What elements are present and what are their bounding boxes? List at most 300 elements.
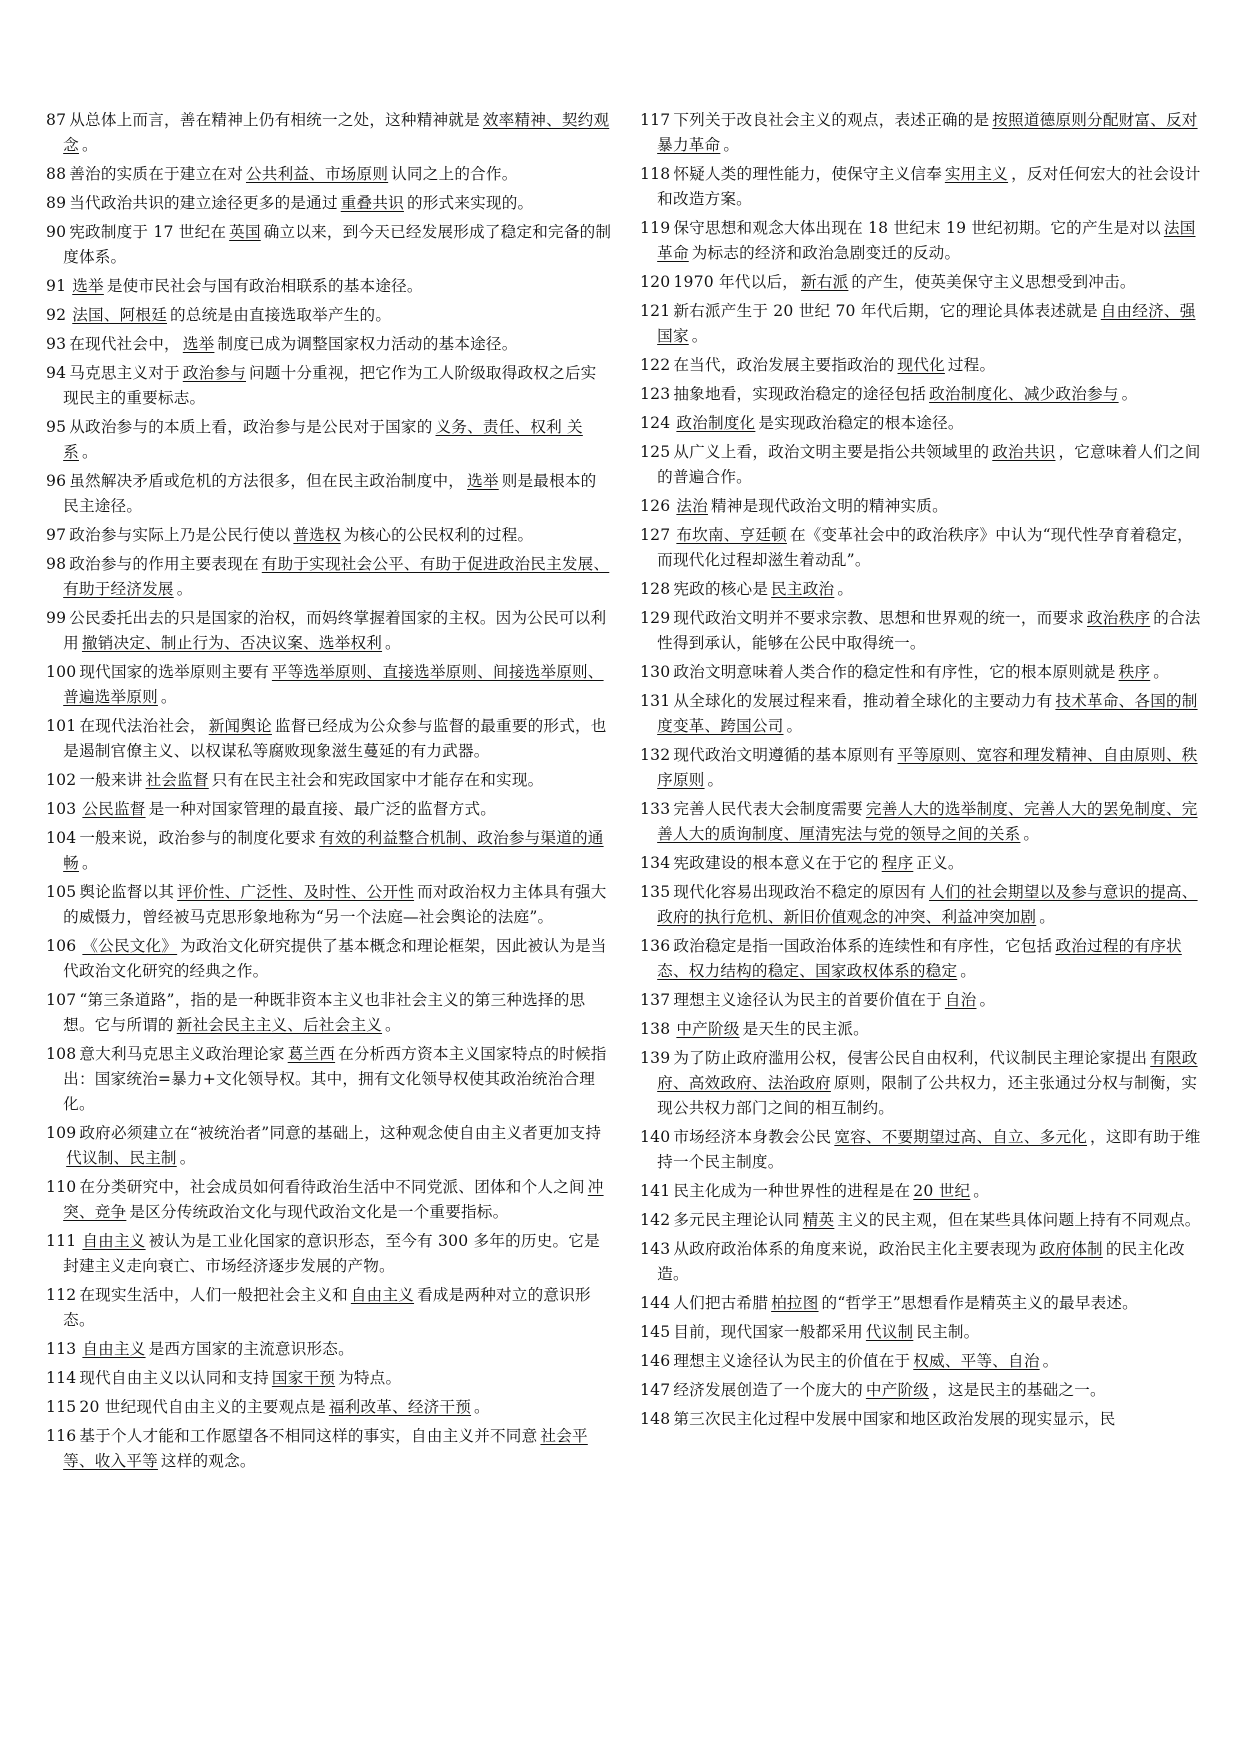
question-text: 第三次民主化过程中发展中国家和地区政治发展的现实显示，民 [673,1410,1116,1428]
question-text: 1970 年代以后， [673,273,798,291]
question-text: 理想主义途径认为民主的价值在于 [673,1352,911,1370]
question-text: 目前，现代国家一般都采用 [673,1323,863,1341]
question-text: 多元民主理论认同 [673,1211,800,1229]
question-item [640,1046,1208,1121]
question-text: 的合法性得到承认，能够在公民中取得统一。 [657,609,1201,652]
question-item [46,1424,612,1474]
question-item [640,162,1208,212]
question-text: 问题十分重视，把它作为工人阶级取得政权之后实现民主的重要标志。 [63,364,597,407]
question-item [46,988,612,1038]
question-item [640,660,1208,685]
question-text: 。 [960,962,977,980]
question-item [640,934,1208,984]
answer-blank: 法治 [676,497,708,515]
question-number: 105 [46,883,77,901]
question-number: 120 [640,273,671,291]
question-item [640,216,1208,266]
question-number: 112 [46,1286,77,1304]
question-text: 为核心的公民权利的过程。 [343,526,534,544]
answer-blank: 新社会民主主义、后社会主义 [176,1016,383,1034]
question-item [46,332,612,357]
question-text: 。 [474,1398,490,1416]
question-item [46,714,612,764]
answer-blank: 公民监督 [82,800,146,818]
question-text: 主义的民主观，但在某些具体问题上持有不同观点。 [837,1211,1201,1229]
question-number: 127 [640,526,671,544]
question-item [46,880,612,930]
answer-blank: 英国 [229,223,261,241]
question-text: 宪政的核心是 [673,580,769,598]
right-column [640,108,1208,1436]
answer-blank: 有效的利益整合机制、政治参与渠道的通畅 [63,829,604,872]
question-item [46,1366,612,1391]
answer-blank: 公共利益、市场原则 [245,165,389,183]
question-number: 88 [46,165,67,183]
question-item [46,934,612,984]
question-text: 。 [973,1182,990,1200]
question-item [46,1175,612,1225]
question-text: 一般来讲 [79,771,143,789]
question-text: ，它意味着人们之间的普遍合作。 [657,443,1201,486]
question-text: 。 [81,854,98,872]
answer-blank: 精英 [802,1211,835,1229]
answer-blank: 实用主义 [944,165,1009,183]
answer-blank: 冲突、竞争 [63,1178,604,1221]
question-item [640,523,1208,573]
question-item [640,689,1208,739]
question-text: 政治参与实际上乃是公民行使以 [69,526,291,544]
answer-blank: 社会平等、收入平等 [63,1427,588,1470]
answer-blank: 程序 [881,854,914,872]
question-item [46,660,612,710]
question-text: 宪政建设的根本意义在于它的 [673,854,879,872]
answer-blank: 完善人大的选举制度、完善人大的罢免制度、完善人大的质询制度、厘清宪法与党的领导之间的关系 [657,800,1198,843]
question-item [46,1283,612,1333]
question-number: 142 [640,1211,671,1229]
answer-blank: 评价性、广泛性、及时性、公开性 [177,883,415,901]
question-text: 是使市民社会与国有政治相联系的基本途径。 [106,277,423,295]
answer-blank: 义务、责任、权利 关系 [63,418,583,461]
question-number: 140 [640,1128,671,1146]
question-text: 。 [81,136,98,154]
question-text: 为政治文化研究提供了基本概念和理论框架，因此被认为是当代政治文化研究的经典之作。 [63,937,607,980]
question-number: 87 [46,111,67,129]
question-number: 141 [640,1182,671,1200]
question-number: 125 [640,443,671,461]
question-text: 。 [723,136,740,154]
question-number: 121 [640,302,671,320]
question-text: 。 [1121,385,1138,403]
question-item [46,1042,612,1117]
question-number: 129 [640,609,671,627]
question-item [640,606,1208,656]
answer-blank: 福利改革、经济干预 [328,1398,472,1416]
question-number: 98 [46,555,67,573]
question-number: 106 [46,937,77,955]
question-text: 善治的实质在于建立在对 [69,165,243,183]
answer-blank: 政府体制 [1039,1240,1103,1258]
question-item [640,1291,1208,1316]
answer-blank: 政治制度化、减少政治参与 [929,385,1119,403]
question-item [640,353,1208,378]
question-number: 104 [46,829,77,847]
question-text: ，这即有助于维持一个民主制度。 [657,1128,1201,1171]
question-number: 144 [640,1294,671,1312]
answer-blank: 撤销决定、制止行为、否决议案、选举权利 [81,634,383,652]
question-number: 139 [640,1049,671,1067]
question-text: 宪政制度于 17 世纪在 [69,223,227,241]
answer-blank: 人们的社会期望以及参与意识的提高、政府的执行危机、新旧价值观念的冲突、利益冲突加剧 [657,883,1198,926]
question-text: 。 [179,1149,196,1167]
question-text: 。 [1039,908,1056,926]
question-number: 101 [46,717,77,735]
question-text: 确立以来，到今天已经发展形成了稳定和完备的制度体系。 [63,223,612,266]
question-item [46,274,612,299]
question-text: 一般来说，政治参与的制度化要求 [79,829,317,847]
question-text: 。 [691,327,708,345]
question-text: 。 [1023,825,1040,843]
question-item [640,851,1208,876]
question-item [46,108,612,158]
question-item [46,552,612,602]
question-item [640,1320,1208,1345]
question-text: 在分类研究中，社会成员如何看待政治生活中不同党派、团体和个人之间 [79,1178,585,1196]
question-item [640,988,1208,1013]
question-text: 现代化容易出现政治不稳定的原因有 [673,883,927,901]
question-text: 认同之上的合作。 [391,165,518,183]
question-item [46,1395,612,1420]
answer-blank: 代议制、民主制 [66,1149,177,1167]
question-number: 137 [640,991,671,1009]
answer-blank: 选举 [467,472,499,490]
left-column [46,108,612,1478]
question-number: 146 [640,1352,671,1370]
answer-blank: 政治秩序 [1087,609,1151,627]
question-item [46,162,612,187]
question-text: 20 世纪现代自由主义的主要观点是 [79,1398,326,1416]
question-text: 为特点。 [338,1369,402,1387]
question-number: 122 [640,356,671,374]
answer-blank: 有限政府、高效政府、法治政府 [657,1049,1198,1092]
answer-blank: 《公民文化》 [82,937,178,955]
answer-blank: 按照道德原则分配财富、反对暴力革命 [657,111,1198,154]
answer-blank: 法国革命 [657,219,1196,262]
question-number: 116 [46,1427,77,1445]
answer-blank: 政治过程的有序状态、权力结构的稳定、国家政权体系的稳定 [657,937,1182,980]
question-text: 为标志的经济和政治急剧变迁的反动。 [691,244,961,262]
answer-blank: 选举 [72,277,104,295]
question-text: 被认为是工业化国家的意识形态，至今有 300 多年的历史。它是封建主义走向衰亡、市场经济逐步发展的产物。 [63,1232,600,1275]
question-item [640,299,1208,349]
question-item [640,1407,1208,1432]
question-item [640,1125,1208,1175]
question-text: 。 [707,771,724,789]
answer-blank: 政治参与 [182,364,246,382]
question-text: 现代自由主义以认同和支持 [79,1369,269,1387]
question-text: 看成是两种对立的意识形态。 [63,1286,591,1329]
answer-blank: 权威、平等、自治 [913,1352,1040,1370]
question-text: 意大利马克思主义政治理论家 [79,1045,285,1063]
question-item [640,1378,1208,1403]
question-number: 109 [46,1124,77,1142]
answer-blank: 政治共识 [992,443,1056,461]
question-text: 马克思主义对于 [69,364,180,382]
question-number: 96 [46,472,67,490]
answer-blank: 自由主义 [350,1286,415,1304]
question-item [46,191,612,216]
answer-blank: 自由经济、强国家 [657,302,1196,345]
answer-blank: 20 世纪 [913,1182,971,1200]
question-item [640,1179,1208,1204]
question-text: 从政府政治体系的角度来说，政治民主化主要表现为 [673,1240,1037,1258]
question-number: 93 [46,335,67,353]
question-text: 理想主义途径认为民主的首要价值在于 [673,991,942,1009]
answer-blank: 代议制 [865,1323,914,1341]
answer-blank: 法国、阿根廷 [72,306,168,324]
question-number: 136 [640,937,671,955]
question-number: 131 [640,692,671,710]
question-text: 市场经济本身教会公民 [673,1128,832,1146]
question-text: 舆论监督以其 [79,883,175,901]
question-item [46,797,612,822]
question-number: 124 [640,414,671,432]
question-number: 147 [640,1381,671,1399]
question-text: 的“哲学王”思想看作是精英主义的最早表述。 [821,1294,1138,1312]
answer-blank: 社会监督 [145,771,209,789]
question-item [46,523,612,548]
question-text: 。 [837,580,854,598]
answer-blank: 平等原则、宽容和理发精神、自由原则、秩序原则 [657,746,1198,789]
question-text: 当代政治共识的建立途径更多的是通过 [69,194,338,212]
question-number: 145 [640,1323,671,1341]
question-text: 的民主化改造。 [657,1240,1185,1283]
answer-blank: 民主政治 [771,580,835,598]
answer-blank: 新右派 [801,273,849,291]
question-text: 原则，限制了公共权力，还主张通过分权与制衡，实现公共权力部门之间的相互制约。 [657,1074,1198,1117]
question-item [46,768,612,793]
question-text: 民主化成为一种世界性的进程是在 [673,1182,911,1200]
question-text: 正义。 [916,854,964,872]
question-text: 。 [160,688,177,706]
question-number: 123 [640,385,671,403]
question-text: 精神是现代政治文明的精神实质。 [710,497,948,515]
question-item [640,577,1208,602]
question-text: 。 [385,634,401,652]
question-item [46,1337,612,1362]
question-text: 基于个人才能和工作愿望各不相同这样的事实，自由主义并不同意 [79,1427,538,1445]
answer-blank: 效率精神、契约观念 [63,111,610,154]
question-item [640,1237,1208,1287]
question-text: ，反对任何宏大的社会设计和改造方案。 [657,165,1201,208]
question-number: 91 [46,277,67,295]
question-text: 监督已经成为公众参与监督的最重要的形式，也是遏制官僚主义、以权谋私等腐败现象滋生蔓延的有力武器。 [63,717,607,760]
question-text: 是实现政治稳定的根本途径。 [758,414,964,432]
question-item [640,1349,1208,1374]
question-text: 怀疑人类的理性能力，使保守主义信奉 [673,165,942,183]
answer-blank: 中产阶级 [676,1020,740,1038]
question-item [46,415,612,465]
question-item [46,361,612,411]
question-number: 90 [46,223,67,241]
answer-blank: 布坎南、亨廷顿 [676,526,787,544]
question-text: 政府必须建立在“被统治者”同意的基础上，这种观念使自由主义者更加支持 [79,1124,602,1142]
question-text: 是区分传统政治文化与现代政治文化是一个重要指标。 [129,1203,509,1221]
question-text: 而对政治权力主体具有强大的威慑力，曾经被马克思形象地称为“另一个法庭—社会舆论的法庭”。 [63,883,607,926]
question-number: 133 [640,800,671,818]
question-item [640,743,1208,793]
question-number: 130 [640,663,671,681]
question-text: 政治文明意味着人类合作的稳定性和有序性，它的根本原则就是 [673,663,1116,681]
question-number: 100 [46,663,77,681]
question-number: 103 [46,800,77,818]
question-item [46,1229,612,1279]
answer-blank: 宽容、不要期望过高、自立、多元化 [834,1128,1088,1146]
question-text: 。 [1153,663,1169,681]
question-number: 134 [640,854,671,872]
question-item [640,270,1208,295]
answer-blank: 有助于实现社会公平、有助于促进政治民主发展、有助于经济发展 [63,555,610,598]
question-text: “第三条道路”，指的是一种既非资本主义也非社会主义的第三种选择的思想。它与所谓的 [63,991,586,1034]
question-number: 97 [46,526,67,544]
question-text: 公民委托出去的只是国家的治权，而妈终掌握着国家的主权。因为公民可以利用 [63,609,607,652]
question-text: 抽象地看，实现政治稳定的途径包括 [673,385,927,403]
question-number: 143 [640,1240,671,1258]
question-text: 是一种对国家管理的最直接、最广泛的监督方式。 [148,800,497,818]
question-number: 128 [640,580,671,598]
answer-blank: 葛兰西 [287,1045,336,1063]
question-text: 现代国家的选举原则主要有 [79,663,269,681]
question-text: 。 [176,580,193,598]
question-item [640,797,1208,847]
question-text: 在当代，政治发展主要指政治的 [673,356,895,374]
question-text: 人们把古希腊 [673,1294,769,1312]
question-text: 在《变革社会中的政治秩序》中认为“现代性孕育着稳定，而现代化过程却滋生着动乱”。 [657,526,1193,569]
question-item [640,1017,1208,1042]
question-text: 这样的观念。 [160,1452,256,1470]
answer-blank: 柏拉图 [771,1294,819,1312]
question-text: 从全球化的发展过程来看，推动着全球化的主要动力有 [673,692,1053,710]
question-text: 。 [979,991,996,1009]
question-text: 从政治参与的本质上看，政治参与是公民对于国家的 [69,418,433,436]
question-item [46,826,612,876]
answer-blank: 中产阶级 [865,1381,930,1399]
question-number: 148 [640,1410,671,1428]
question-text: 是天生的民主派。 [742,1020,869,1038]
question-text: 则是最根本的民主途径。 [63,472,597,515]
question-text: 的产生，使英美保守主义思想受到冲击。 [851,273,1136,291]
question-number: 126 [640,497,671,515]
question-number: 107 [46,991,77,1009]
question-text: 。 [81,443,98,461]
answer-blank: 选举 [182,335,215,353]
question-item [640,382,1208,407]
answer-blank: 秩序 [1118,663,1151,681]
question-number: 111 [46,1232,77,1250]
question-text: 从广义上看，政治文明主要是指公共领域里的 [673,443,990,461]
question-number: 95 [46,418,67,436]
question-item [640,494,1208,519]
question-number: 92 [46,306,67,324]
question-text: ，这是民主的基础之一。 [932,1381,1106,1399]
question-text: 。 [385,1016,401,1034]
question-text: 现代政治文明遵循的基本原则有 [673,746,895,764]
question-text: 政治稳定是指一国政治体系的连续性和有序性，它包括 [673,937,1053,955]
question-text: 的总统是由直接选取举产生的。 [170,306,392,324]
question-number: 94 [46,364,67,382]
answer-blank: 自由主义 [82,1340,146,1358]
answer-blank: 平等选举原则、直接选举原则、间接选举原则、普遍选举原则 [63,663,604,706]
question-number: 115 [46,1398,77,1416]
question-number: 89 [46,194,67,212]
question-item [640,411,1208,436]
question-text: 新右派产生于 20 世纪 70 年代后期，它的理论具体表述就是 [673,302,1098,320]
question-text: 在现代社会中， [69,335,180,353]
question-item [640,440,1208,490]
question-number: 113 [46,1340,77,1358]
question-text: 下列关于改良社会主义的观点，表述正确的是 [673,111,990,129]
question-text: 只有在民主社会和宪政国家中才能存在和实现。 [211,771,544,789]
answer-blank: 技术革命、各国的制度变革、跨国公司 [657,692,1198,735]
answer-blank: 普选权 [293,526,341,544]
question-text: 在分析西方资本主义国家特点的时候指出：国家统治=暴力+文化领导权。其中，拥有文化领导权使其政治统治合理化。 [63,1045,607,1113]
answer-blank: 自治 [944,991,977,1009]
question-item [46,469,612,519]
question-number: 110 [46,1178,77,1196]
answer-blank: 现代化 [897,356,945,374]
answer-blank: 政治制度化 [676,414,756,432]
answer-blank: 国家干预 [271,1369,336,1387]
question-item [46,1121,612,1171]
question-item [640,1208,1208,1233]
question-text: 。 [1042,1352,1059,1370]
question-number: 99 [46,609,67,627]
question-text: 制度已成为调整国家权力活动的基本途径。 [217,335,518,353]
question-number: 118 [640,165,671,183]
answer-blank: 重叠共识 [340,194,404,212]
question-number: 135 [640,883,671,901]
answer-blank: 新闻舆论 [208,717,272,735]
question-text: 为了防止政府滥用公权，侵害公民自由权利，代议制民主理论家提出 [673,1049,1148,1067]
question-text: 在现代法治社会， [79,717,206,735]
question-number: 102 [46,771,77,789]
question-text: 。 [786,717,803,735]
question-text: 保守思想和观念大体出现在 18 世纪末 19 世纪初期。它的产生是对以 [673,219,1161,237]
question-number: 114 [46,1369,77,1387]
question-number: 132 [640,746,671,764]
question-item [46,303,612,328]
question-item [640,108,1208,158]
question-text: 是西方国家的主流意识形态。 [148,1340,354,1358]
question-text: 的形式来实现的。 [406,194,534,212]
question-number: 119 [640,219,671,237]
question-number: 108 [46,1045,77,1063]
question-text: 完善人民代表大会制度需要 [673,800,863,818]
question-item [46,220,612,270]
question-text: 现代政治文明并不要求宗教、思想和世界观的统一，而要求 [673,609,1085,627]
question-number: 138 [640,1020,671,1038]
question-text: 民主制。 [916,1323,980,1341]
question-text: 虽然解决矛盾或危机的方法很多，但在民主政治制度中， [69,472,465,490]
answer-blank: 自由主义 [82,1232,146,1250]
question-text: 政治参与的作用主要表现在 [69,555,259,573]
question-item [640,880,1208,930]
question-text: 从总体上而言，善在精神上仍有相统一之处，这种精神就是 [69,111,480,129]
question-item [46,606,612,656]
question-text: 过程。 [947,356,996,374]
question-number: 117 [640,111,671,129]
question-text: 经济发展创造了一个庞大的 [673,1381,863,1399]
question-text: 在现实生活中，人们一般把社会主义和 [79,1286,348,1304]
